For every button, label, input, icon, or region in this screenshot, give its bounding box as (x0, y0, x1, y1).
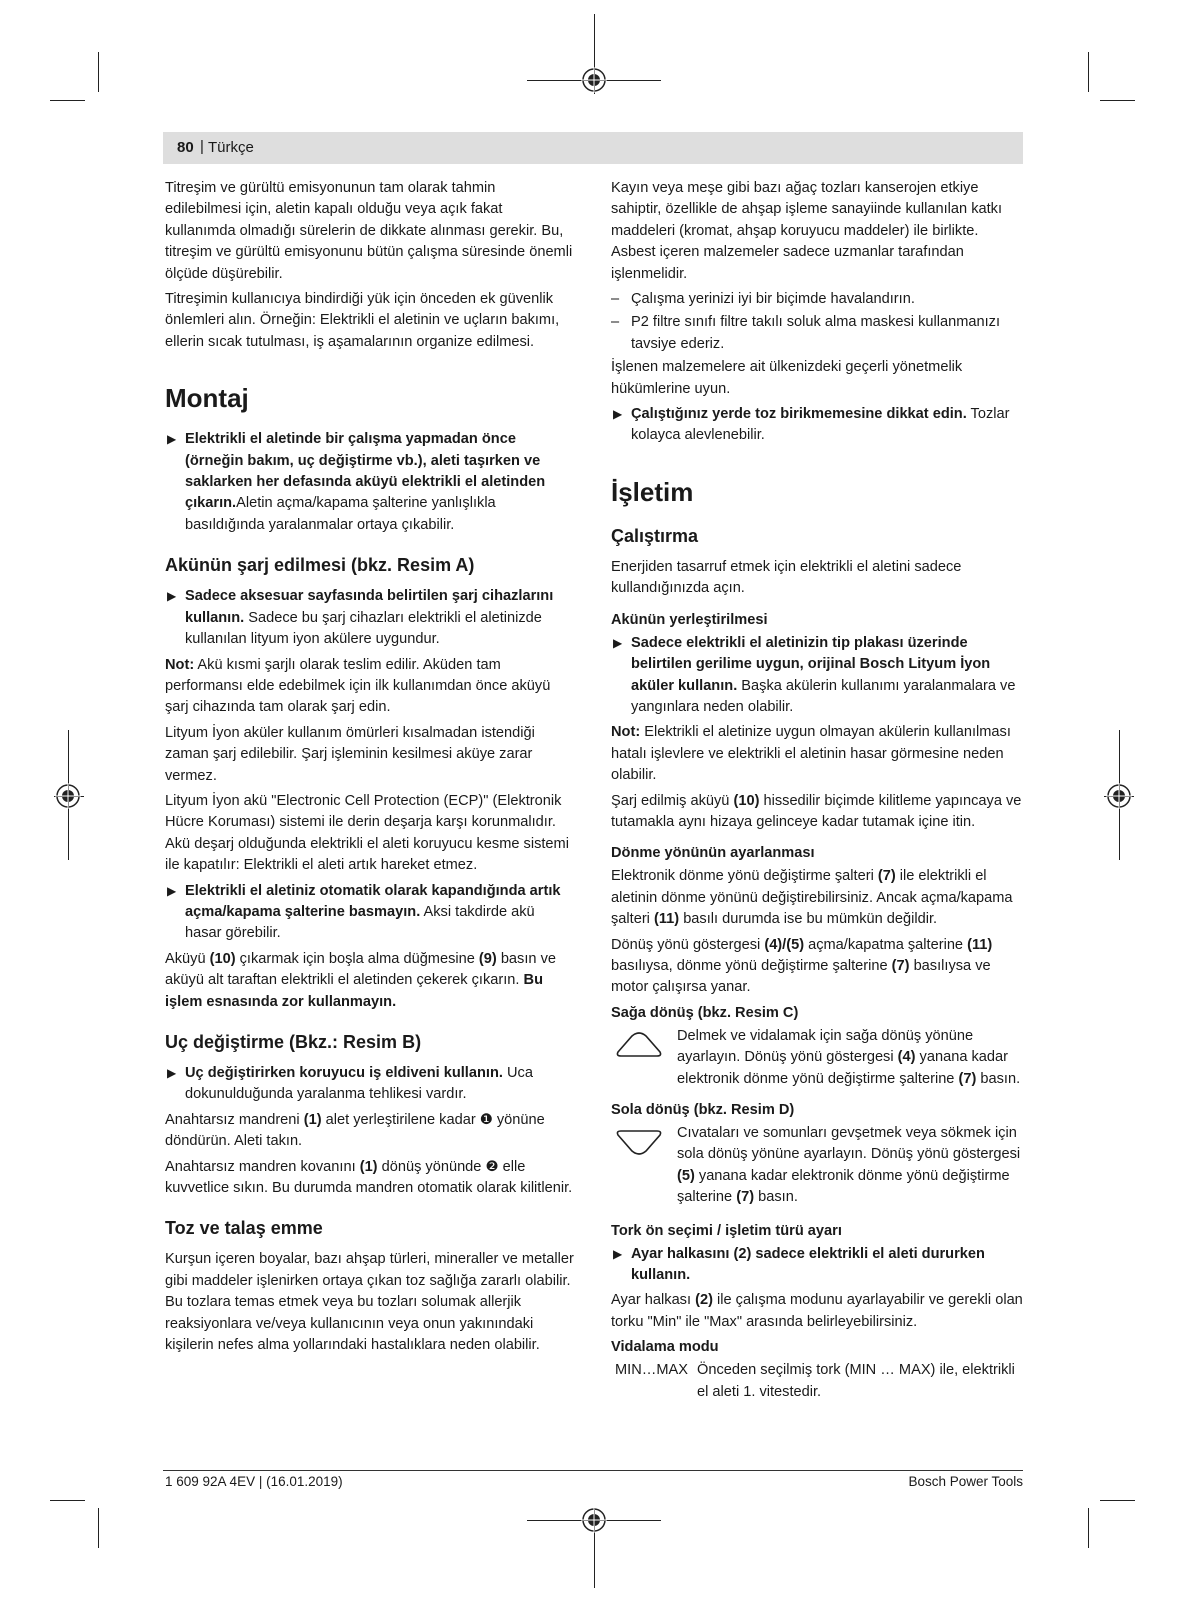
paragraph: Anahtarsız mandreni (1) alet yerleştirilene kadar ❶ yönüne döndürün. Aleti takın. (165, 1111, 545, 1150)
header-language: Türkçe (208, 139, 254, 156)
paragraph: Aküyü (10) çıkarmak için boşla alma düğmesine (9) basın ve aküyü alt taraftan elektrikli el aletinden çekerek çıkarın. Bu işlem esnasında zor kullanmayın. (165, 950, 556, 1010)
warning-item: ▶ Elektrikli el aletiniz otomatik olarak kapandığında artık açma/kapama şalterine basmayın. Aksi takdirde akü hasar görebilir. (167, 882, 561, 942)
paragraph: Kurşun içeren boyalar, bazı ahşap türleri, mineraller ve metaller gibi maddeler işlenirken ortaya çıkan toz sağlığa zararlı olabilir. Bu tozlara temas etmek veya bu tozları solumak allerjik reaksiyonlara ve/veya kullanıcının veya onun yakınındaki kişilerin nefes alma yollarındaki hastalıklara neden olabilir. (165, 1251, 574, 1354)
paragraph: Elektronik dönme yönü değiştirme şalteri (7) ile elektrikli el aletinin dönme yönünü değiştirebilirsiniz. Ancak açma/kapama şalteri (11) basılı durumda ise bu mümkün değildir. (611, 868, 1013, 928)
crop-mark (50, 100, 85, 101)
paragraph: İşlenen malzemelere ait ülkenizdeki geçerli yönetmelik hükümlerine uyun. (611, 359, 963, 397)
left-rotation-block: Cıvataları ve somunları gevşetmek veya sökmek için sola dönüş yönüne ayarlayın. Dönüş yönü göstergesi (5) yanana kadar elektronik dönme yönü değiştirme şalterine (7) basın. (611, 1123, 1023, 1209)
crop-mark (98, 52, 99, 92)
note-paragraph: Not: Elektrikli el aletinize uygun olmayan akülerin kullanılması hatalı işlevlere ve elektrikli el aletinin hasar görmesine neden olabilir. (611, 724, 1011, 784)
left-rotation-icon (615, 1127, 663, 1157)
heading-insert-battery: Akünün yerleştirilmesi (611, 611, 768, 628)
crop-mark (50, 1500, 85, 1501)
list-item: – Çalışma yerinizi iyi bir biçimde havalandırın. (611, 291, 915, 308)
triangle-bullet-icon: ▶ (613, 407, 623, 422)
warning-item: ▶ Sadece elektrikli el aletinizin tip plakası üzerinde belirtilen gerilime uygun, orijinal Bosch Lityum İyon aküler kullanın. Başka akülerin kullanımı yaralanmalara ve yangınlara neden olabilir. (613, 634, 1016, 715)
page-number: 80 (177, 139, 194, 156)
mode-key: MIN…MAX (615, 1362, 688, 1379)
crop-mark (1088, 52, 1089, 92)
warning-item: ▶ Ayar halkasını (2) sadece elektrikli el aleti dururken kullanın. (613, 1245, 985, 1284)
paragraph: Şarj edilmiş aküyü (10) hissedilir biçimde kilitleme yapıncaya ve tutamakla aynı hizaya gelinceye kadar tutamak içine itin. (611, 792, 1022, 830)
paragraph: Anahtarsız mandren kovanını (1) dönüş yönünde ❷ elle kuvvetlice sıkın. Bu durumda mandren otomatik olarak kilitlenir. (165, 1158, 573, 1197)
triangle-bullet-icon: ▶ (167, 883, 177, 898)
footer-brand: Bosch Power Tools (908, 1474, 1023, 1489)
warning-item: ▶ Çalıştığınız yerde toz birikmemesine dikkat edin. Tozlar kolayca alevlenebilir. (613, 406, 1010, 444)
crop-mark (1100, 100, 1135, 101)
paragraph: Enerjiden tasarruf etmek için elektrikli el aletini sadece kullandığınızda açın. (611, 558, 962, 597)
page-header (163, 132, 1023, 164)
subsection-title-charging: Akünün şarj edilmesi (bkz. Resim A) (165, 555, 475, 576)
right-column (611, 178, 1023, 1403)
registration-mark-icon (581, 1507, 607, 1533)
paragraph: Titreşim ve gürültü emisyonunun tam olarak tahmin edilebilmesi için, aletin kapalı olduğu veya açık fakat kullanımda olmadığı sürelerin de dikkate alınması gerekir. Bu, titreşim ve gürültü emisyonunu bütün çalışma süresinde önemli ölçüde düşürebilir. (165, 180, 573, 282)
registration-mark-icon (1106, 783, 1132, 809)
mode-description: Önceden seçilmiş tork (MIN … MAX) ile, elektrikli el aleti 1. vitestedir. (697, 1362, 1015, 1400)
paragraph: Lityum İyon aküler kullanım ömürleri kısalmadan istendiği zaman şarj edilebilir. Şarj işleminin kesilmesi aküye zarar vermez. (165, 724, 535, 784)
crop-mark (1100, 1500, 1135, 1501)
paragraph: Titreşimin kullanıcıya bindirdiği yük için önceden ek güvenlik önlemleri alın. Örneğin: Elektrikli el aletinin ve uçların bakımı, ellerin sıcak tutulması, iş aşamalarının organize edilmesi. (165, 291, 560, 350)
right-rotation-block: Delmek ve vidalamak için sağa dönüş yönüne ayarlayın. Dönüş yönü göstergesi (4) yanana kadar elektronik dönme yönü değiştirme şalterine (7) basın. (611, 1026, 1023, 1090)
triangle-bullet-icon: ▶ (613, 635, 623, 650)
subsection-title-start: Çalıştırma (611, 525, 699, 546)
footer-rule (163, 1470, 1023, 1471)
subsection-title-dust: Toz ve talaş emme (165, 1218, 323, 1239)
triangle-bullet-icon: ▶ (167, 1066, 177, 1080)
note-paragraph: Not: Akü kısmi şarjlı olarak teslim edilir. Aküden tam performansı elde edebilmek için ilk kullanımdan önce aküyü şarj cihazında tam olarak şarj edin. (165, 656, 551, 716)
warning-item: ▶ Elektrikli el aletinde bir çalışma yapmadan önce (örneğin bakım, uç değiştirme vb.), aleti taşırken ve saklarken her defasında aküyü elektrikli el aletinden çıkarın.Aletin açma/kapama şalterine yanlışlıkla basıldığında yaralanmalar ortaya çıkabilir. (167, 431, 546, 533)
footer-document-id: 1 609 92A 4EV | (16.01.2019) (165, 1474, 343, 1489)
paragraph: Kayın veya meşe gibi bazı ağaç tozları kanserojen etkiye sahiptir, özellikle de ahşap işleme sanayiinde kullanılan katkı maddeleri (kromat, ahşap koruyucu maddeler) ile birlikte. Asbest içeren malzemeler sadece uzmanlar tarafından işlenmelidir. (611, 180, 1003, 282)
left-column (165, 178, 575, 1360)
triangle-bullet-icon: ▶ (167, 589, 177, 604)
heading-rotation-direction: Dönme yönünün ayarlanması (611, 845, 815, 862)
registration-mark-icon (581, 67, 607, 93)
heading-left-rotation: Sola dönüş (bkz. Resim D) (611, 1102, 795, 1118)
right-rotation-icon (615, 1030, 663, 1060)
list-item: – P2 filtre sınıfı filtre takılı soluk alma maskesi kullanmanızı tavsiye ederiz. (611, 314, 1001, 352)
paragraph: Dönüş yönü göstergesi (4)/(5) açma/kapatma şalterine (11) basılıysa, dönme yönü değiştirme şalterine (7) basılıysa ve motor çalışırsa yanar. (611, 936, 993, 996)
header-separator: | (200, 138, 204, 155)
triangle-bullet-icon: ▶ (167, 432, 177, 447)
section-title-operation: İşletim (611, 476, 694, 507)
warning-item: ▶ Sadece aksesuar sayfasında belirtilen şarj cihazlarını kullanın. Sadece bu şarj cihazları elektrikli el aletinizde kullanılan lityum iyon akülere uygundur. (167, 588, 554, 648)
heading-right-rotation: Sağa dönüş (bkz. Resim C) (611, 1004, 799, 1021)
paragraph: Ayar halkası (2) ile çalışma modunu ayarlayabilir ve gerekli olan torku "Min" ile "Max" arasında belirleyebilirsiniz. (611, 1292, 1023, 1330)
crop-mark (98, 1508, 99, 1548)
paragraph: Lityum İyon akü "Electronic Cell Protection (ECP)" (Elektronik Hücre Koruması) sistemi ile derin deşarja karşı korunmalıdır. Akü deşarj olduğunda elektrikli el aleti koruyucu kesme sistemi ile kapatılır: Elektrikli el aleti artık hareket etmez. (165, 792, 569, 874)
triangle-bullet-icon: ▶ (613, 1246, 623, 1261)
registration-mark-icon (55, 783, 81, 809)
crop-mark (1088, 1508, 1089, 1548)
heading-torque: Tork ön seçimi / işletim türü ayarı (611, 1222, 842, 1239)
mode-row (611, 1360, 1023, 1403)
heading-screw-mode: Vidalama modu (611, 1339, 719, 1356)
subsection-title-bit-change: Uç değiştirme (Bkz.: Resim B) (165, 1032, 422, 1052)
warning-item: ▶ Uç değiştirirken koruyucu iş eldiveni kullanın. Uca dokunulduğunda yaralanma tehlikesi vardır. (167, 1065, 533, 1103)
section-title-montaj: Montaj (165, 383, 249, 414)
